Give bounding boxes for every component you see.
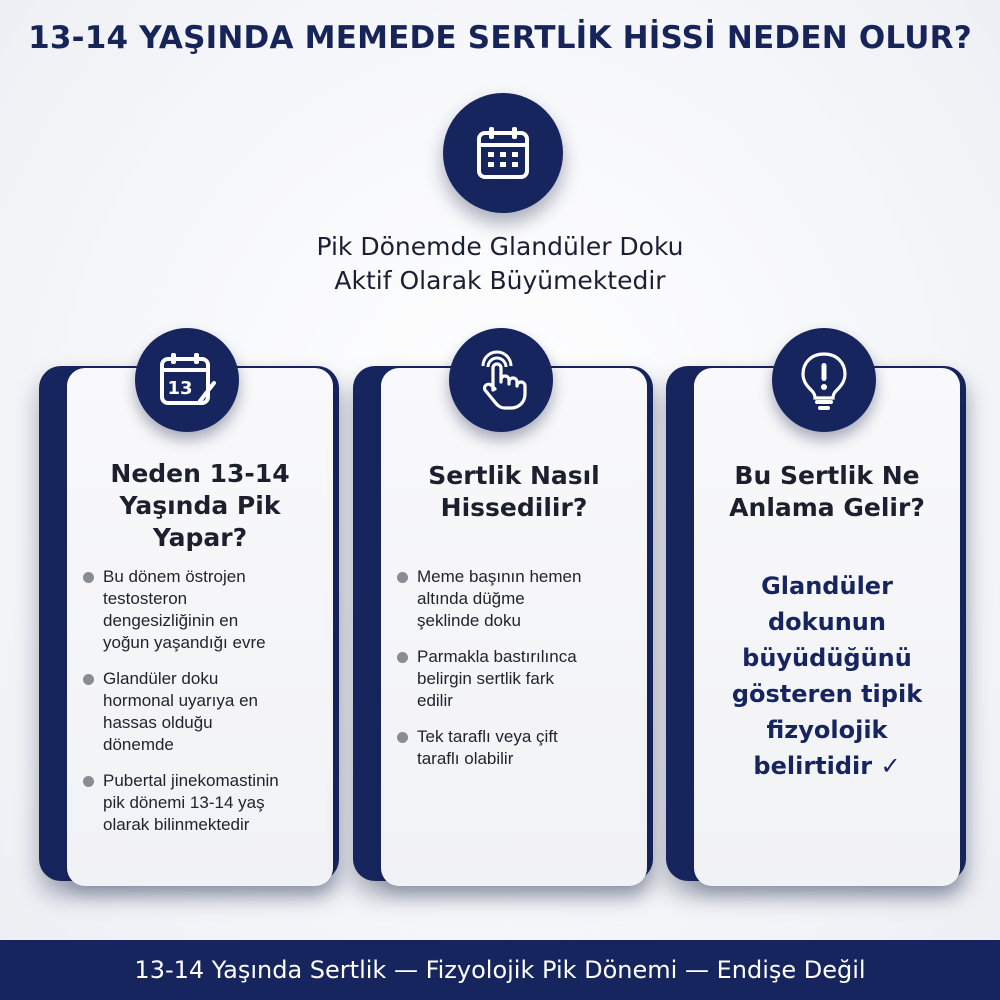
lightbulb-exclamation-icon (772, 328, 876, 432)
footer-banner: 13-14 Yaşında Sertlik — Fizyolojik Pik Dönemi — Endişe Değil (0, 940, 1000, 1000)
card-panel (67, 368, 333, 886)
finger-press-icon (449, 328, 553, 432)
conclusion-text: Glandüler dokunun büyüdüğünü gösteren tipik fizyolojik belirtidir ✓ (731, 572, 923, 780)
card-how-felt (381, 360, 677, 892)
list-item: Tek taraflı veya çift taraflı olabilir (395, 726, 637, 770)
card-panel (694, 368, 960, 886)
calendar-13-icon (135, 328, 239, 432)
list-item: Meme başının hemen altında düğme şeklinde doku (395, 566, 637, 632)
bullet-list (395, 566, 637, 784)
card-title: Neden 13-14 Yaşında Pik Yapar? (110, 459, 290, 552)
list-item: Parmakla bastırılınca belirgin sertlik fark edilir (395, 646, 637, 712)
calendar-icon (443, 93, 563, 213)
card-panel (381, 368, 647, 886)
page-title: 13-14 YAŞINDA MEMEDE SERTLİK HİSSİ NEDEN OLUR? (28, 20, 972, 56)
bullet-list (81, 566, 323, 850)
subtitle (0, 230, 1000, 298)
card-why-peak (67, 360, 363, 892)
list-item: Bu dönem östrojen testosteron dengesizliğinin en yoğun yaşandığı evre (81, 566, 323, 654)
subtitle-line-1: Pik Dönemde Glandüler Doku (316, 232, 684, 261)
card-what-means (694, 360, 990, 892)
list-item: Pubertal jinekomastinin pik dönemi 13-14 yaş olarak bilinmektedir (81, 770, 323, 836)
calendar-day-number: 13 (167, 378, 193, 399)
list-item: Glandüler doku hormonal uyarıya en hassas olduğu dönemde (81, 668, 323, 756)
card-title: Bu Sertlik Ne Anlama Gelir? (729, 461, 925, 522)
card-title: Sertlik Nasıl Hissedilir? (428, 461, 600, 522)
subtitle-line-2: Aktif Olarak Büyümektedir (334, 266, 666, 295)
